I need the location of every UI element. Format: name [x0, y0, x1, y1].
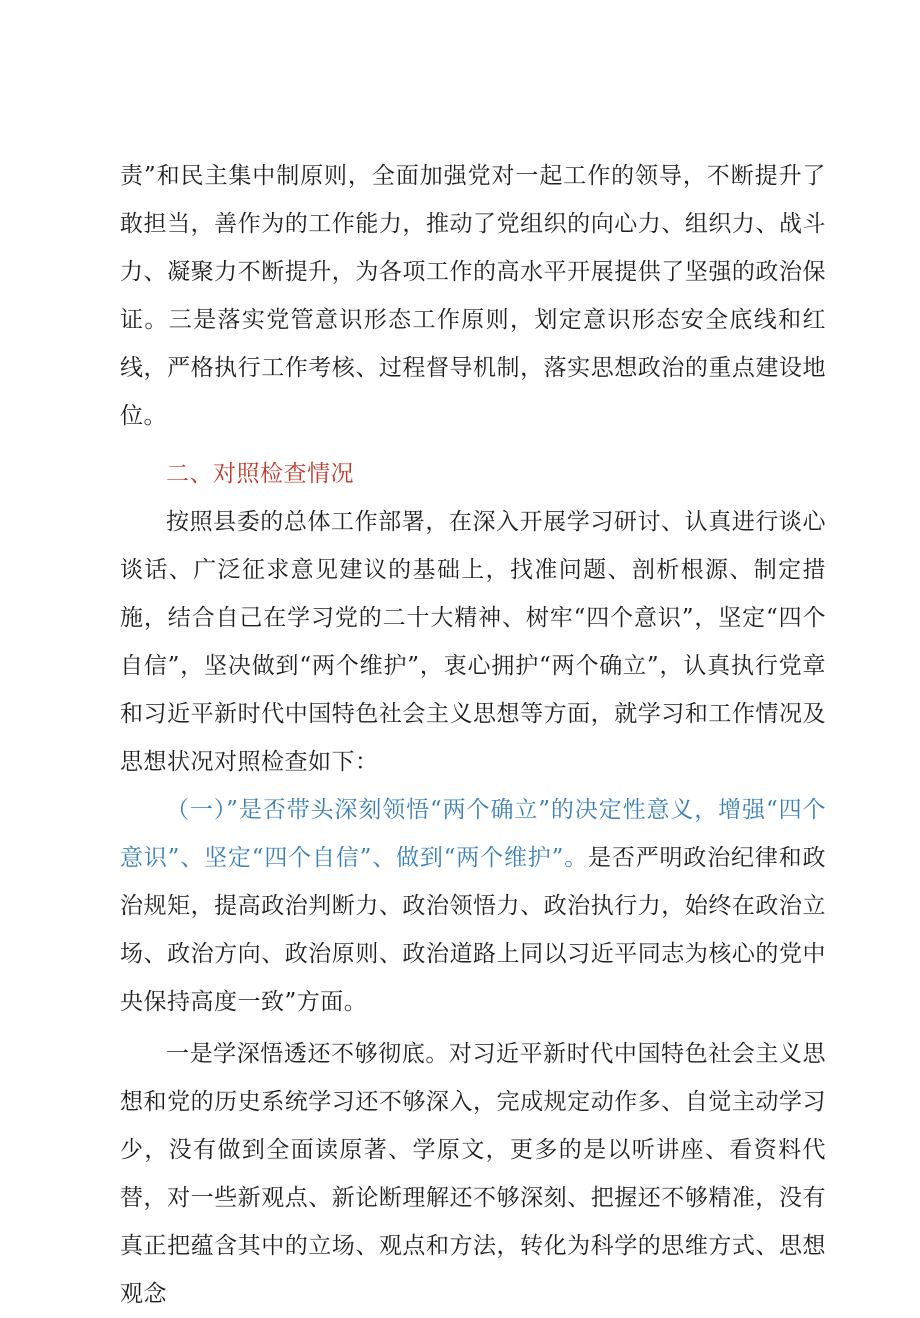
document-body: [120, 152, 826, 1318]
subsection-body: 是否严明政治纪律和政治规矩，提高政治判断力、政治领悟力、政治执行力，始终在政治立场、政治方向、政治原则、政治道路上同以习近平同志为核心的党中央保持高度一致”方面。: [120, 845, 827, 1015]
subsection-paragraph: [120, 786, 826, 1026]
point-paragraph: 一是学深悟透还不够彻底。对习近平新时代中国特色社会主义思想和党的历史系统学习还不够深入，完成规定动作多、自觉主动学习少，没有做到全面读原著、学原文，更多的是以听讲座、看资料代替，对一些新观点、新论断理解还不够深刻、把握还不够精准，没有真正把蕴含其中的立场、观点和方法，转化为科学的思维方式、思想观念: [120, 1041, 826, 1307]
section-heading: 二、对照检查情况: [166, 461, 354, 487]
subsection-title: （一）”是否带头深刻领悟“两个确立”的决定性意义，增强“四个意识”、坚定“四个自信”、做到“两个维护”。: [120, 797, 826, 871]
paragraph-continuation: 责”和民主集中制原则，全面加强党对一起工作的领导，不断提升了敢担当，善作为的工作能力，推动了党组织的向心力、组织力、战斗力、凝聚力不断提升，为各项工作的高水平开展提供了坚强的政治保证。三是落实党管意识形态工作原则，划定意识形态安全底线和红线，严格执行工作考核、过程督导机制，落实思想政治的重点建设地位。: [120, 163, 826, 429]
intro-paragraph: 按照县委的总体工作部署，在深入开展学习研讨、认真进行谈心谈话、广泛征求意见建议的基础上，找准问题、剖析根源、制定措施，结合自己在学习党的二十大精神、树牢“四个意识”，坚定“四个自信”，坚决做到“两个维护”，衷心拥护“两个确立”，认真执行党章和习近平新时代中国特色社会主义思想等方面，就学习和工作情况及思想状况对照检查如下：: [120, 509, 826, 775]
